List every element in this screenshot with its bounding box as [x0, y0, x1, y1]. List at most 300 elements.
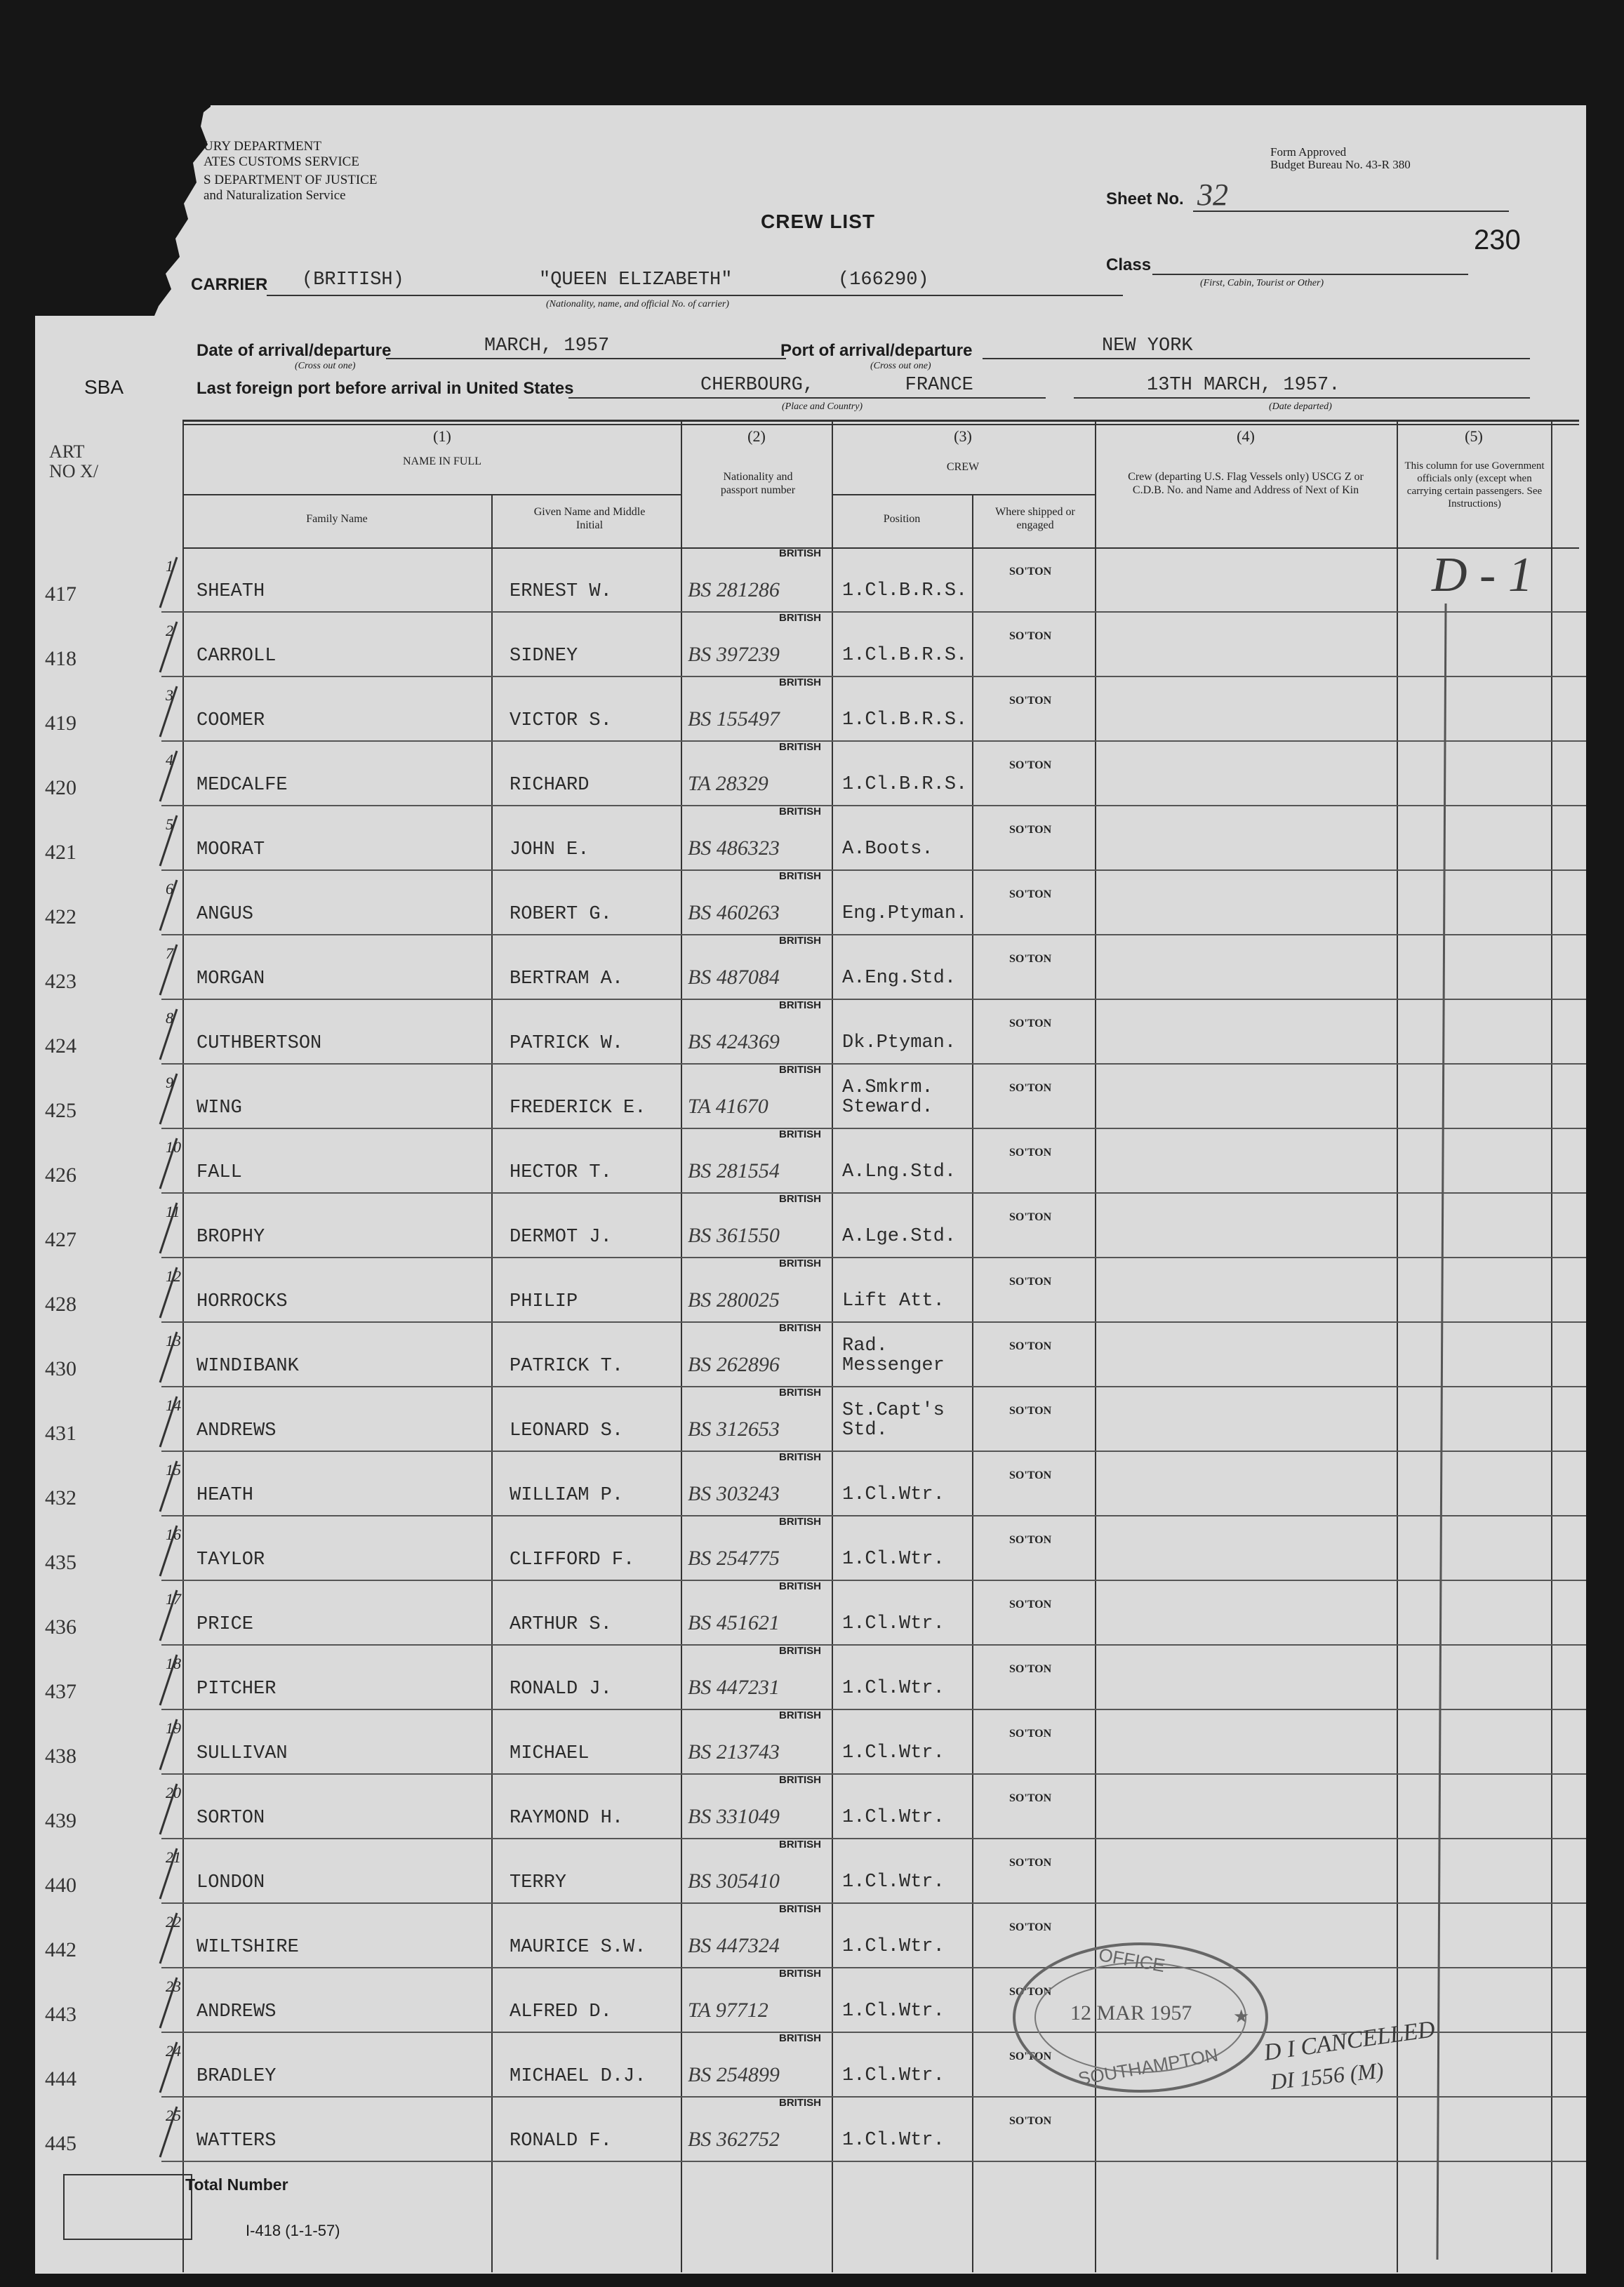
sheet-number: 32 [1197, 178, 1228, 212]
given-name: MICHAEL [510, 1743, 590, 1764]
passport-number: BS 361550 [688, 1224, 780, 1247]
col4-number: (4) [1237, 427, 1255, 445]
sequence-number: 10 [166, 1138, 181, 1156]
family-name: HEATH [197, 1485, 254, 1506]
sequence-number: 13 [166, 1332, 181, 1349]
table-row [35, 1774, 1586, 1839]
art-number: 443 [45, 2003, 76, 2026]
art-number: 426 [45, 1163, 76, 1187]
budget-bureau: Budget Bureau No. 43-R 380 [1270, 158, 1411, 171]
shipped-at: SO'TON [1009, 695, 1052, 707]
position: 1.Cl.B.R.S. [842, 774, 968, 795]
family-name: WINDIBANK [197, 1356, 299, 1377]
check-mark-icon [154, 1265, 182, 1321]
family-name: CUTHBERTSON [197, 1033, 322, 1054]
given-name: MICHAEL D.J. [510, 2066, 646, 2087]
nationality: BRITISH [779, 935, 821, 947]
shipped-at: SO'TON [1009, 953, 1052, 965]
nationality: BRITISH [779, 1128, 821, 1140]
position: 1.Cl.Wtr. [842, 1807, 945, 1828]
shipped-at: SO'TON [1009, 1018, 1052, 1029]
check-mark-icon [154, 1329, 182, 1385]
shipped-at: SO'TON [1009, 1405, 1052, 1417]
art-number: 440 [45, 1874, 76, 1897]
check-mark-icon [154, 877, 182, 933]
family-name: ANDREWS [197, 1420, 277, 1441]
art-number: 421 [45, 841, 76, 864]
shipped-at: SO'TON [1009, 1921, 1052, 1933]
col1-given: Given Name and Middle Initial [533, 506, 646, 531]
nationality: BRITISH [779, 1839, 821, 1851]
family-name: MEDCALFE [197, 775, 288, 796]
nationality: BRITISH [779, 1903, 821, 1915]
art-number: 427 [45, 1228, 76, 1251]
passport-number: BS 486323 [688, 836, 780, 860]
passport-number: BS 281554 [688, 1159, 780, 1182]
art-number: 418 [45, 647, 76, 670]
given-name: PHILIP [510, 1291, 578, 1312]
shipped-at: SO'TON [1009, 1534, 1052, 1546]
given-name: LEONARD S. [510, 1420, 624, 1441]
given-name: TERRY [510, 1872, 567, 1893]
position: Dk.Ptyman. [842, 1032, 957, 1053]
art-number: 419 [45, 712, 76, 735]
family-name: SHEATH [197, 581, 265, 602]
shipped-at: SO'TON [1009, 2115, 1052, 2127]
page-number: 230 [1474, 225, 1521, 255]
table-row [35, 1709, 1586, 1774]
shipped-at: SO'TON [1009, 1147, 1052, 1159]
family-name: WATTERS [197, 2131, 277, 2152]
nationality: BRITISH [779, 1258, 821, 1269]
family-name: BROPHY [197, 1227, 265, 1248]
row-divider [161, 2161, 1586, 2162]
given-name: SIDNEY [510, 646, 578, 667]
stamp-top-text: OFFICE [1097, 1943, 1167, 1977]
table-row [35, 1968, 1586, 2032]
position: 1.Cl.B.R.S. [842, 709, 968, 731]
nationality: BRITISH [779, 999, 821, 1011]
given-name: FREDERICK E. [510, 1098, 646, 1119]
art-number: 439 [45, 1809, 76, 1832]
passport-number: BS 460263 [688, 901, 780, 924]
sequence-number: 3 [166, 686, 173, 704]
sequence-number: 15 [166, 1461, 181, 1479]
table-row [35, 612, 1586, 676]
family-name: CARROLL [197, 646, 277, 667]
sequence-number: 19 [166, 1719, 181, 1737]
check-mark-icon [154, 1716, 182, 1773]
sequence-number: 2 [166, 622, 173, 639]
check-mark-icon [154, 684, 182, 740]
position: 1.Cl.Wtr. [842, 2130, 945, 2151]
table-row [35, 1064, 1586, 1128]
check-mark-icon [154, 1458, 182, 1514]
position: 1.Cl.Wtr. [842, 1678, 945, 1699]
sequence-number: 18 [166, 1655, 181, 1672]
sequence-number: 23 [166, 1978, 181, 1995]
crew-list-sheet [35, 105, 1586, 2274]
check-mark-icon [154, 1652, 182, 1708]
position: A.Lge.Std. [842, 1226, 957, 1247]
table-row [35, 999, 1586, 1064]
art-number: 422 [45, 905, 76, 928]
passport-number: BS 280025 [688, 1288, 780, 1312]
passport-number: BS 447231 [688, 1676, 780, 1699]
given-name: PATRICK W. [510, 1033, 624, 1054]
position: A.Smkrm. Steward. [842, 1077, 933, 1118]
check-mark-icon [154, 1587, 182, 1643]
table-row [35, 1516, 1586, 1580]
col4-title: Crew (departing U.S. Flag Vessels only) USCG Z or C.D.B. No. and Name and Address of Next of Kin [1128, 471, 1364, 496]
given-name: RONALD F. [510, 2131, 612, 2152]
carrier-number: (166290) [838, 269, 929, 291]
given-name: ALFRED D. [510, 2001, 612, 2022]
passport-number: TA 41670 [688, 1095, 768, 1118]
table-row [35, 1193, 1586, 1258]
table-row [35, 1387, 1586, 1451]
position: 1.Cl.Wtr. [842, 1872, 945, 1893]
sequence-number: 12 [166, 1267, 181, 1285]
nationality: BRITISH [779, 1387, 821, 1399]
table-row [35, 741, 1586, 806]
passport-number: BS 312653 [688, 1418, 780, 1441]
passport-number: BS 281286 [688, 578, 780, 601]
table-row [35, 870, 1586, 935]
nationality: BRITISH [779, 2097, 821, 2109]
sequence-number: 22 [166, 1913, 181, 1931]
sequence-number: 14 [166, 1396, 181, 1414]
nationality: BRITISH [779, 1580, 821, 1592]
passport-number: BS 254899 [688, 2063, 780, 2086]
last-port-value: CHERBOURG, FRANCE [700, 375, 973, 396]
position: 1.Cl.Wtr. [842, 1936, 945, 1957]
col3-position: Position [883, 513, 921, 525]
passport-number: BS 447324 [688, 1934, 780, 1957]
check-mark-icon [154, 1394, 182, 1450]
given-name: RAYMOND H. [510, 1808, 624, 1829]
passport-number: BS 213743 [688, 1740, 780, 1763]
nationality: BRITISH [779, 1645, 821, 1657]
nationality: BRITISH [779, 1193, 821, 1205]
table-row [35, 1258, 1586, 1322]
passport-number: BS 451621 [688, 1611, 780, 1634]
col2-title: Nationality and passport number [720, 471, 796, 496]
given-name: RICHARD [510, 775, 590, 796]
position: A.Boots. [842, 839, 933, 860]
nationality: BRITISH [779, 1709, 821, 1721]
given-name: HECTOR T. [510, 1162, 612, 1183]
shipped-at: SO'TON [1009, 1082, 1052, 1094]
art-number: 417 [45, 582, 76, 606]
given-name: ROBERT G. [510, 904, 612, 925]
southampton-office-stamp [1007, 1937, 1274, 2098]
check-mark-icon [154, 1200, 182, 1256]
date-departed-hint: (Date departed) [1269, 401, 1332, 412]
shipped-at: SO'TON [1009, 1469, 1052, 1481]
col5-number: (5) [1465, 427, 1483, 445]
check-mark-icon [154, 2039, 182, 2095]
position: A.Eng.Std. [842, 968, 957, 989]
class-hint: (First, Cabin, Tourist or Other) [1200, 278, 1324, 288]
table-row [35, 1128, 1586, 1193]
position: 1.Cl.Wtr. [842, 2001, 945, 2022]
art-number: 431 [45, 1422, 76, 1445]
position: Rad. Messenger [842, 1335, 945, 1376]
table-row [35, 547, 1586, 612]
table-row [35, 1322, 1586, 1387]
sequence-number: 7 [166, 945, 173, 962]
sequence-number: 17 [166, 1590, 181, 1608]
check-mark-icon [154, 748, 182, 804]
passport-number: BS 487084 [688, 966, 780, 989]
carrier-hint: (Nationality, name, and official No. of carrier) [546, 299, 729, 309]
passport-number: BS 262896 [688, 1353, 780, 1376]
col3-number: (3) [954, 427, 972, 445]
shipped-at: SO'TON [1009, 824, 1052, 836]
sheet-no-label: Sheet No. [1106, 189, 1184, 208]
check-mark-icon [154, 2104, 182, 2160]
date-arrival-value: MARCH, 1957 [484, 335, 610, 356]
check-mark-icon [154, 1781, 182, 1837]
col2-number: (2) [747, 427, 766, 445]
sba-mark: SBA [84, 376, 124, 398]
form-approved: Form Approved [1270, 145, 1347, 159]
table-row [35, 806, 1586, 870]
family-name: PITCHER [197, 1679, 277, 1700]
shipped-at: SO'TON [1009, 1663, 1052, 1675]
family-name: SULLIVAN [197, 1743, 288, 1764]
given-name: JOHN E. [510, 839, 590, 860]
position: St.Capt's Std. [842, 1400, 945, 1441]
given-name: MAURICE S.W. [510, 1937, 646, 1958]
position: 1.Cl.B.R.S. [842, 580, 968, 601]
nationality: BRITISH [779, 1774, 821, 1786]
check-mark-icon [154, 1071, 182, 1127]
family-name: SORTON [197, 1808, 265, 1829]
given-name: RONALD J. [510, 1679, 612, 1700]
shipped-at: SO'TON [1009, 2051, 1052, 2062]
given-name: ARTHUR S. [510, 1614, 612, 1635]
passport-number: BS 254775 [688, 1547, 780, 1570]
col1-number: (1) [433, 427, 451, 445]
shipped-at: SO'TON [1009, 1340, 1052, 1352]
col1-title: NAME IN FULL [403, 455, 481, 467]
check-mark-icon [154, 1975, 182, 2031]
table-row [35, 1451, 1586, 1516]
table-row [35, 1839, 1586, 1903]
sequence-number: 9 [166, 1074, 173, 1091]
art-number: 437 [45, 1680, 76, 1703]
art-number: 424 [45, 1034, 76, 1058]
sequence-number: 24 [166, 2042, 181, 2060]
col5-title: This column for use Government officials only (except when carrying certain passengers. See Instructions) [1404, 460, 1545, 509]
class-label: Class [1106, 255, 1152, 274]
given-name: ERNEST W. [510, 581, 612, 602]
check-mark-icon [154, 1846, 182, 1902]
shipped-at: SO'TON [1009, 1211, 1052, 1223]
art-number: 442 [45, 1938, 76, 1961]
position: A.Lng.Std. [842, 1161, 957, 1182]
family-name: ANGUS [197, 904, 254, 925]
art-number: 436 [45, 1615, 76, 1639]
shipped-at: SO'TON [1009, 1792, 1052, 1804]
passport-number: BS 155497 [688, 707, 780, 731]
sequence-number: 21 [166, 1848, 181, 1866]
art-number: 423 [45, 970, 76, 993]
family-name: LONDON [197, 1872, 265, 1893]
shipped-at: SO'TON [1009, 630, 1052, 642]
sequence-number: 11 [166, 1203, 180, 1220]
given-name: BERTRAM A. [510, 968, 624, 989]
passport-number: TA 97712 [688, 1999, 768, 2022]
col5-annotation: D - 1 [1432, 548, 1533, 602]
nationality: BRITISH [779, 1322, 821, 1334]
date-departed-value: 13TH MARCH, 1957. [1147, 375, 1340, 396]
passport-number: BS 305410 [688, 1869, 780, 1893]
family-name: MOORAT [197, 839, 265, 860]
nationality: BRITISH [779, 612, 821, 624]
family-name: HORROCKS [197, 1291, 288, 1312]
check-mark-icon [154, 942, 182, 998]
art-number: 428 [45, 1293, 76, 1316]
col3-shipped: Where shipped or engaged [995, 506, 1075, 531]
table-row [35, 1645, 1586, 1709]
total-number-box [63, 2174, 192, 2240]
passport-number: BS 424369 [688, 1030, 780, 1053]
sequence-number: 8 [166, 1009, 173, 1027]
given-name: DERMOT J. [510, 1227, 612, 1248]
family-name: WILTSHIRE [197, 1937, 299, 1958]
nationality: BRITISH [779, 806, 821, 818]
table-row [35, 935, 1586, 999]
stamp-date: 12 MAR 1957 [1070, 2001, 1192, 2025]
check-mark-icon [154, 813, 182, 869]
art-number: 425 [45, 1099, 76, 1122]
dept-line-4: and Naturalization Service [204, 188, 346, 203]
art-number: 444 [45, 2067, 76, 2091]
position: Eng.Ptyman. [842, 903, 968, 924]
handwritten-note-1: D I CANCELLED [1262, 2016, 1437, 2066]
dept-line-2: ATES CUSTOMS SERVICE [204, 154, 359, 169]
family-name: COOMER [197, 710, 265, 731]
art-number: 432 [45, 1486, 76, 1509]
shipped-at: SO'TON [1009, 759, 1052, 771]
position: 1.Cl.B.R.S. [842, 645, 968, 666]
art-number: 430 [45, 1357, 76, 1380]
date-arrival-label: Date of arrival/departure [197, 341, 392, 360]
nationality: BRITISH [779, 2032, 821, 2044]
sequence-number: 25 [166, 2107, 181, 2124]
position: 1.Cl.Wtr. [842, 1613, 945, 1634]
nationality: BRITISH [779, 870, 821, 882]
art-number: 438 [45, 1745, 76, 1768]
position: 1.Cl.Wtr. [842, 1549, 945, 1570]
port-arrival-label: Port of arrival/departure [780, 341, 973, 360]
family-name: BRADLEY [197, 2066, 277, 2087]
last-port-hint: (Place and Country) [782, 401, 863, 412]
passport-number: TA 28329 [688, 772, 768, 795]
shipped-at: SO'TON [1009, 1857, 1052, 1869]
art-number: 445 [45, 2132, 76, 2155]
shipped-at: SO'TON [1009, 1728, 1052, 1740]
last-port-label: Last foreign port before arrival in United States [197, 379, 574, 398]
sequence-number: 5 [166, 815, 173, 833]
given-name: WILLIAM P. [510, 1485, 624, 1506]
nationality: BRITISH [779, 741, 821, 753]
check-mark-icon [154, 619, 182, 675]
shipped-at: SO'TON [1009, 1599, 1052, 1611]
table-row [35, 676, 1586, 741]
family-name: FALL [197, 1162, 242, 1183]
cross-out-one-2: (Cross out one) [870, 361, 931, 371]
passport-number: BS 303243 [688, 1482, 780, 1505]
sequence-number: 4 [166, 751, 173, 768]
shipped-at: SO'TON [1009, 1986, 1052, 1998]
sequence-number: 20 [166, 1784, 181, 1801]
shipped-at: SO'TON [1009, 1276, 1052, 1288]
family-name: WING [197, 1098, 242, 1119]
family-name: TAYLOR [197, 1549, 265, 1571]
sequence-number: 1 [166, 557, 173, 575]
col3-title: CREW [946, 461, 980, 473]
nationality: BRITISH [779, 676, 821, 688]
passport-number: BS 397239 [688, 643, 780, 666]
table-row [35, 1903, 1586, 1968]
check-mark-icon [154, 554, 182, 611]
family-name: PRICE [197, 1614, 254, 1635]
nationality: BRITISH [779, 1516, 821, 1528]
position: 1.Cl.Wtr. [842, 2065, 945, 2086]
nationality: BRITISH [779, 1968, 821, 1980]
table-row [35, 1580, 1586, 1645]
carrier-nationality: (BRITISH) [302, 269, 404, 291]
dept-line-1: URY DEPARTMENT [204, 139, 321, 154]
passport-number: BS 331049 [688, 1805, 780, 1828]
check-mark-icon [154, 1135, 182, 1192]
nationality: BRITISH [779, 547, 821, 559]
art-number: 435 [45, 1551, 76, 1574]
sequence-number: 16 [166, 1526, 181, 1543]
col1-family: Family Name [306, 513, 368, 525]
family-name: MORGAN [197, 968, 265, 989]
given-name: PATRICK T. [510, 1356, 624, 1377]
torn-corner [35, 105, 211, 316]
form-code: I-418 (1-1-57) [246, 2222, 340, 2239]
position: 1.Cl.Wtr. [842, 1742, 945, 1763]
dept-line-3: S DEPARTMENT OF JUSTICE [204, 173, 378, 187]
nationality: BRITISH [779, 1451, 821, 1463]
sequence-number: 6 [166, 880, 173, 898]
table-row [35, 2097, 1586, 2161]
nationality: BRITISH [779, 1064, 821, 1076]
total-number-label: Total Number [185, 2175, 288, 2194]
check-mark-icon [154, 1523, 182, 1579]
form-title: CREW LIST [761, 211, 875, 232]
carrier-label: CARRIER [191, 275, 268, 294]
given-name: VICTOR S. [510, 710, 612, 731]
shipped-at: SO'TON [1009, 888, 1052, 900]
svg-text:★: ★ [1233, 2006, 1250, 2027]
shipped-at: SO'TON [1009, 566, 1052, 578]
position: 1.Cl.Wtr. [842, 1484, 945, 1505]
check-mark-icon [154, 1910, 182, 1966]
carrier-name: "QUEEN ELIZABETH" [539, 269, 733, 291]
given-name: CLIFFORD F. [510, 1549, 635, 1571]
stamp-bottom-text: SOUTHAMPTON [1076, 2043, 1220, 2090]
art-number: 420 [45, 776, 76, 799]
family-name: ANDREWS [197, 2001, 277, 2022]
